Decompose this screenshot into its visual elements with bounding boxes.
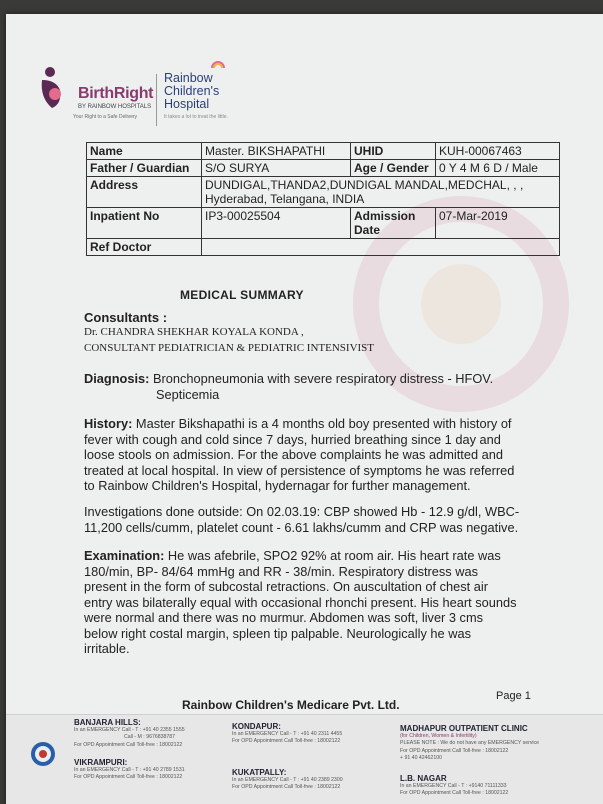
diagnosis-block [84,371,554,402]
history-label: History: [84,416,133,431]
branch-note: (for Children, Women & Infertility) [400,732,477,739]
branch-opd: For OPD Appointment Call Toll-free : 18002122 [74,741,183,748]
diagnosis-text-2: Septicemia [156,386,220,402]
investigations-line: 11,200 cells/cumm, platelet count - 6.61 lakhs/cumm and CRP was negative. [84,519,519,535]
branch-name: BANJARA HILLS: [74,718,141,727]
branch-emergency: In an EMERGENCY Call - T : +91 40 2355 1555 [74,726,185,733]
branch-name: VIKRAMPURI: [74,758,128,767]
nabh-seal-icon [30,741,56,767]
examination-line: He was afebrile, SPO2 92% at room air. His heart rate was [167,548,501,563]
consultant-title: CONSULTANT PEDIATRICIAN & PEDIATRIC INTENSIVIST [84,342,375,354]
branch-emergency-note: PLEASE NOTE : We do not have any EMERGENCY service [400,740,540,746]
branch-opd: For OPD Appointment Call Toll-free : 18002122 [400,790,509,796]
examination-line: irritable. [84,641,130,656]
company-name: Rainbow Children's Medicare Pvt. Ltd. [182,698,400,712]
branch-name: L.B. NAGAR [400,774,447,783]
rainbow-arc-icon [211,56,225,70]
branch-mobile: Call - M : 9676838787 [124,734,176,740]
branch-madhapur [400,725,580,763]
branch-lb-nagar [400,775,580,798]
birthright-logo-text: BirthRight [78,85,154,102]
age-gender-label: Age / Gender [351,160,436,177]
admission-label: Admission Date [351,208,436,239]
branch-emergency: In an EMERGENCY Call - T : +9140 71111333 [400,782,507,789]
summary-title: MEDICAL SUMMARY [180,288,304,302]
branch-kondapur [232,723,392,746]
guardian-label: Father / Guardian [87,160,202,177]
branch-banjara-hills [74,719,224,749]
footer-contact-band [6,714,603,804]
examination-line: present in the form of subcostal retractions. On auscultation of chest air [84,579,489,594]
history-line: Master Bikshapathi is a 4 months old boy presented with history of [135,416,512,431]
address-label: Address [87,177,202,208]
patient-info-table [86,142,560,256]
admission-value: 07-Mar-2019 [436,208,560,239]
ref-doctor-label: Ref Doctor [87,239,202,256]
uhid-value: KUH-00067463 [436,143,560,160]
examination-line: below right costal margin, spleen tip palpable. Neurologically he was [84,625,471,641]
rainbow-logo-text: Rainbow Children's Hospital [164,71,220,111]
branch-emergency: In an EMERGENCY Call - T : +91 40 2389 2300 [232,776,343,783]
branch-opd: For OPD Appointment Call Toll-free : 18002122 [232,784,341,790]
branch-phone: + 91 40 42462100 [400,755,442,761]
history-line: loose stools on admission. For the above complaints he was admitted and [84,447,503,462]
logo-divider [156,74,157,126]
consultant-name: Dr. CHANDRA SHEKHAR KOYALA KONDA , [84,326,304,338]
address-value: DUNDIGAL,THANDA2,DUNDIGAL MANDAL,MEDCHAL, , , Hyderabad, Telangana, INDIA [202,177,560,208]
inpatient-value: IP3-00025504 [202,208,351,239]
rainbow-tagline: It takes a lot to treat the little. [164,114,228,120]
diagnosis-label: Diagnosis: [84,371,150,386]
birthright-tagline: Your Right to a Safe Delivery [73,114,138,120]
age-gender-value: 0 Y 4 M 6 D / Male [436,160,560,177]
page-number: Page 1 [496,690,531,702]
patient-name: Master. BIKSHAPATHI [202,143,351,160]
history-line: fever with cough and cold since 7 days, hurried breathing since 1 day and [84,431,501,447]
uhid-label: UHID [351,143,436,160]
birthright-logo-icon [38,64,70,110]
name-label: Name [87,143,202,160]
history-block [84,416,564,494]
inpatient-label: Inpatient No [87,208,202,239]
branch-emergency: In an EMERGENCY Call - T : +91 40 2311 4455 [232,730,343,737]
document-page [6,14,603,804]
branch-kukatpally [232,769,392,792]
branch-emergency: In an EMERGENCY Call - T : +91 40 2789 1531 [74,766,185,773]
branch-opd: For OPD Appointment Call Toll-free : 18002122 [74,774,183,780]
ref-doctor-value [202,239,560,256]
branch-name: KUKATPALLY: [232,768,287,777]
examination-line: were normal and there was no murmur. Abdomen was soft, liver 3 cms [84,610,484,625]
diagnosis-text-1: Bronchopneumonia with severe respiratory distress - HFOV. [152,371,494,386]
examination-block [84,548,564,657]
investigations-block [84,504,564,535]
branch-opd: For OPD Appointment Call Toll-free : 18002122 [232,738,341,744]
examination-line: 180/min, BP- 84/64 mmHg and RR - 38/min. Respiratory distress was [84,563,479,579]
investigations-line: Investigations done outside: On 02.03.19: CBP showed Hb - 12.9 g/dl, WBC- [84,504,520,519]
branch-vikrampuri [74,759,224,782]
guardian-value: S/O SURYA [202,160,351,177]
examination-label: Examination: [84,548,165,563]
history-line: to Rainbow Children's Hospital, hydernagar for further management. [84,478,471,493]
history-line: treated at local hospital. In view of persistence of symptoms he was referred [84,462,515,478]
examination-line: entry was bilaterally equal with occasional rhonchi present. His heart sounds [84,594,517,610]
branch-name: KONDAPUR: [232,722,281,731]
branch-opd: For OPD Appointment Call Toll-free : 18002122 [400,747,509,754]
branch-name: MADHAPUR OUTPATIENT CLINIC [400,724,528,733]
consultants-label: Consultants : [84,310,168,325]
birthright-subtitle: BY RAINBOW HOSPITALS [78,104,152,110]
